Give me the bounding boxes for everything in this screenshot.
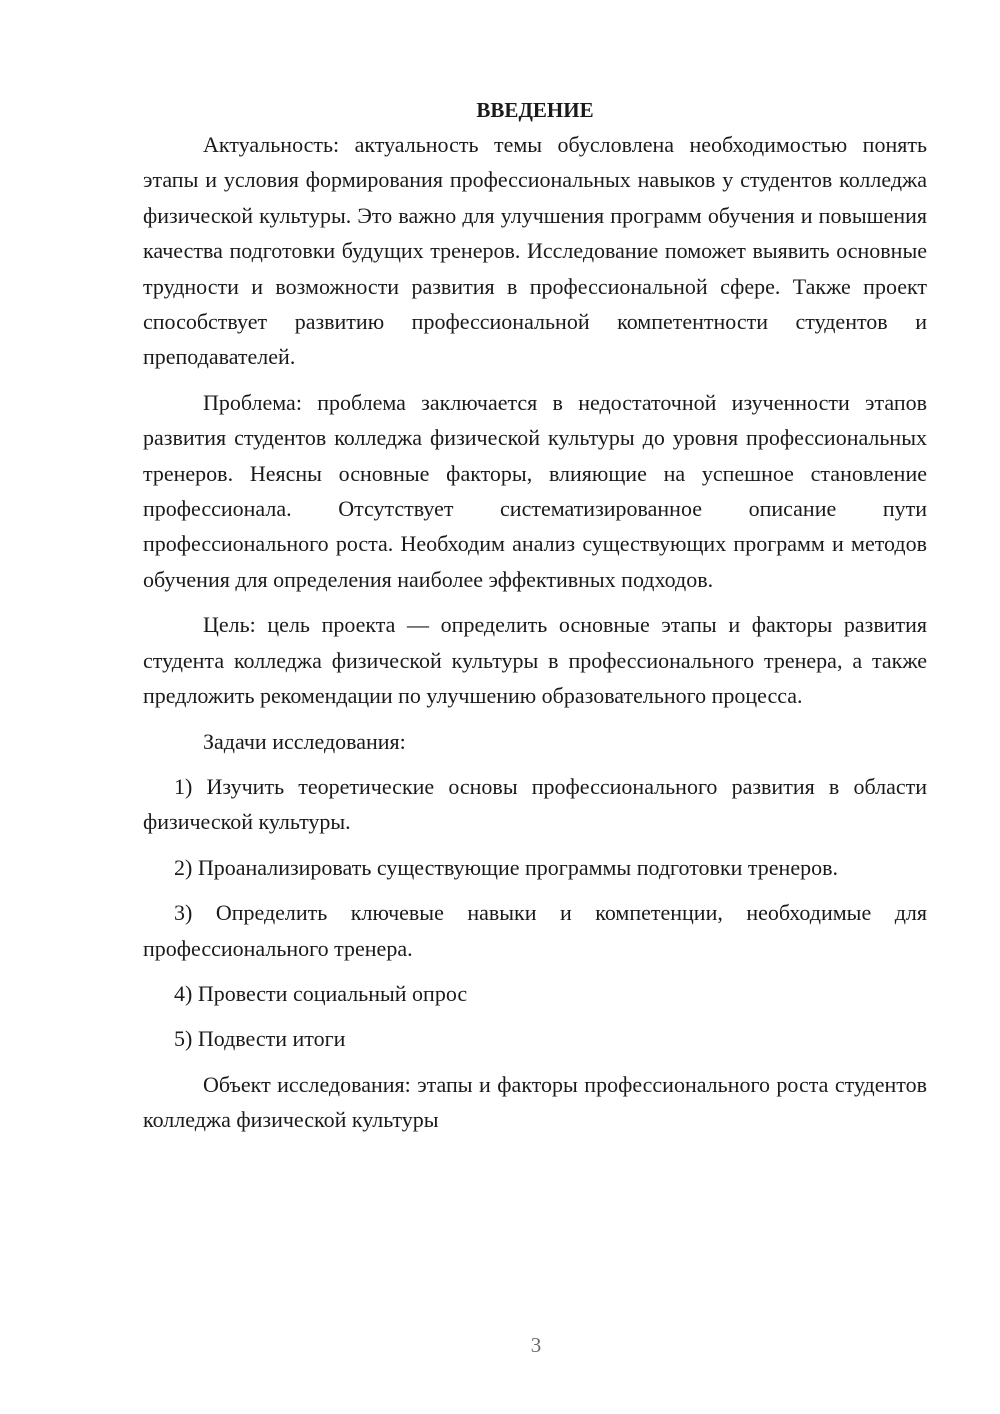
task-item-3: 3) Определить ключевые навыки и компетенции, необходимые для профессионального тренера. (143, 900, 927, 961)
task-item-1: 1) Изучить теоретические основы профессионального развития в области физической культуры. (143, 773, 927, 835)
section-title: ВВЕДЕНИЕ (476, 98, 594, 122)
page-number: 3 (530, 1333, 542, 1357)
task-item-4: 4) Провести социальный опрос (174, 980, 468, 1006)
document-page (143, 94, 927, 1148)
problem-paragraph: Проблема: проблема заключается в недостаточной изученности этапов развития студентов колледжа физической культуры до уровня профессиональных тренеров. Неясны основные факторы, влияющие на успешное становление профессионала. Отсутствует систематизированное описание пути профессионального роста. Необходим анализ существующих программ и методов обучения для определения наиболее эффективных подходов. (143, 389, 927, 592)
task-item-2: 2) Проанализировать существующие программы подготовки тренеров. (174, 854, 838, 880)
task-item-5: 5) Подвести итоги (174, 1026, 346, 1052)
relevance-paragraph: Актуальность: актуальность темы обусловлена необходимостью понять этапы и условия формирования профессиональных навыков у студентов колледжа физической культуры. Это важно для улучшения программ обучения и повышения качества подготовки будущих тренеров. Исследование поможет выявить основные трудности и возможности развития в профессиональной сфере. Также проект способствует развитию профессиональной компетентности студентов и преподавателей. (143, 132, 927, 370)
tasks-heading: Задачи исследования: (203, 728, 406, 754)
object-paragraph: Объект исследования: этапы и факторы профессионального роста студентов колледжа физической культуры (143, 1071, 927, 1133)
goal-paragraph: Цель: цель проекта — определить основные этапы и факторы развития студента колледжа физической культуры в профессионального тренера, а также предложить рекомендации по улучшению образовательного процесса. (143, 612, 927, 709)
